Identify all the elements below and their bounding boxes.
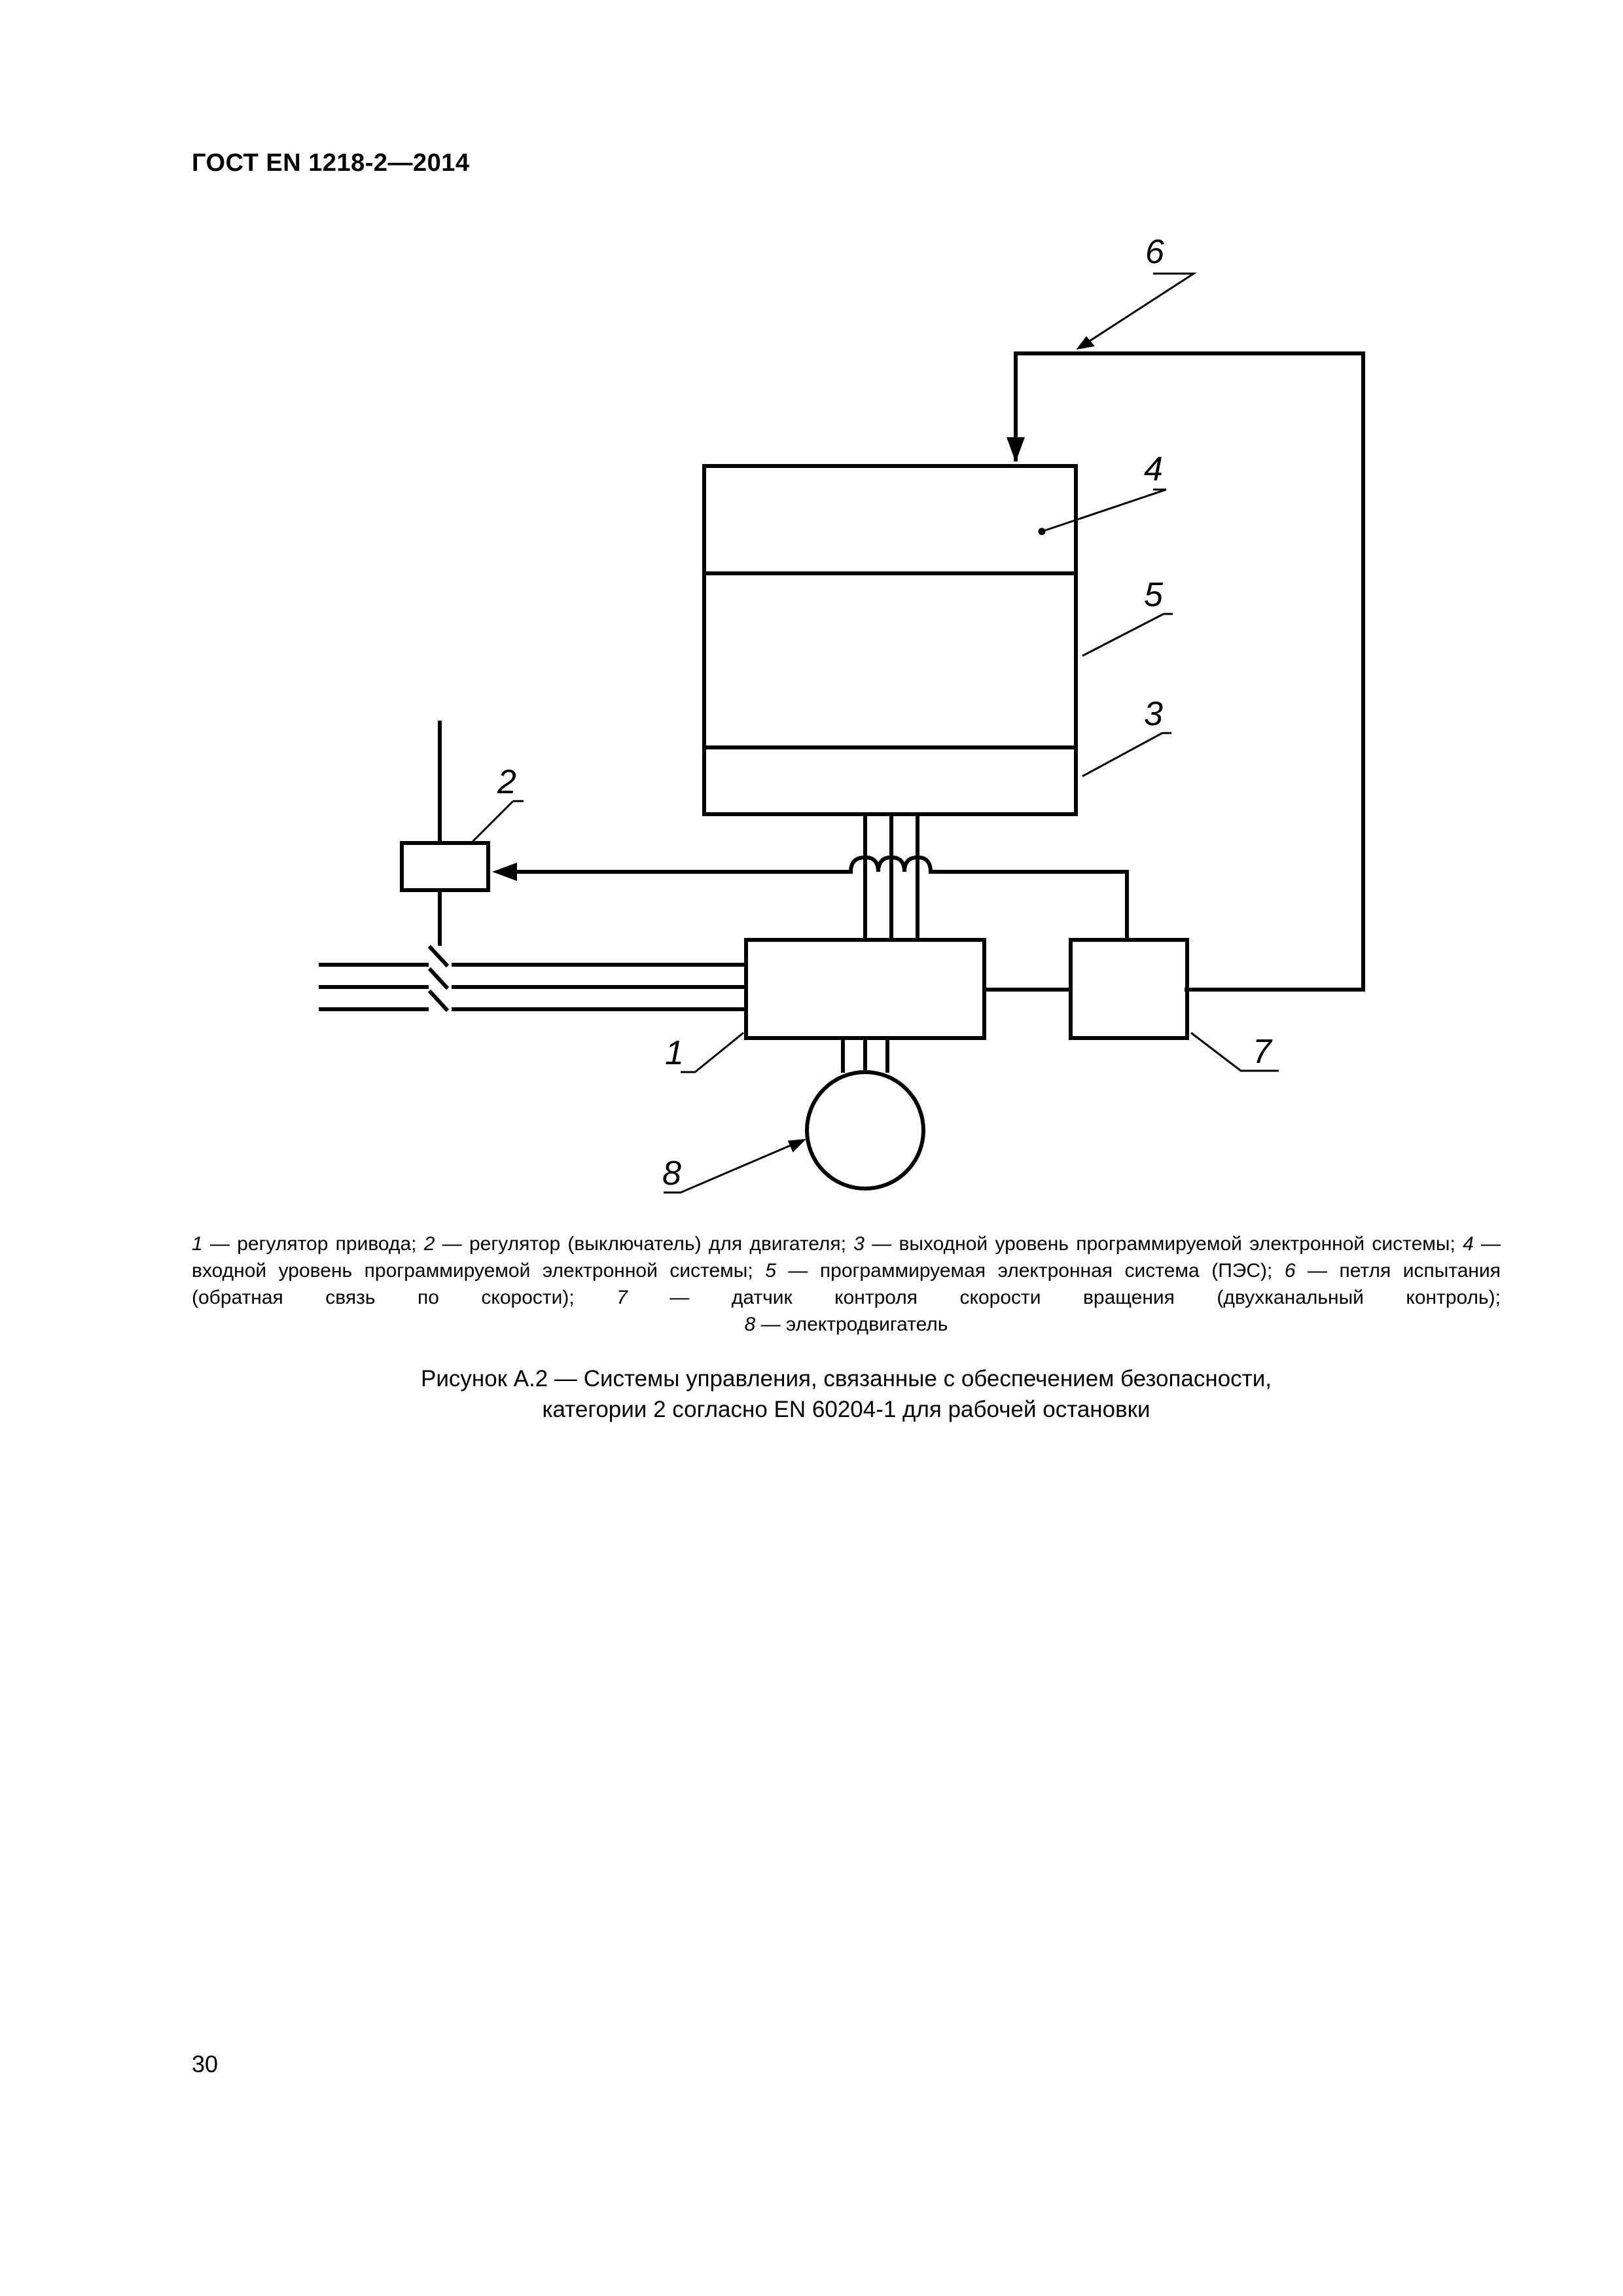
drive-controller-box	[746, 940, 984, 1038]
legend-text-2: — регулятор (выключатель) для двигателя;	[435, 1233, 854, 1255]
diagram-labels	[497, 233, 1273, 1193]
legend-text-3: — выходной уровень программируемой электронной системы;	[864, 1233, 1463, 1255]
figure-legend	[192, 1230, 1501, 1338]
legend-text-6: — петля испытания (обратная связь по скорости);	[192, 1260, 1501, 1308]
pes-block	[704, 466, 1076, 814]
legend-num-8: 8	[744, 1314, 756, 1335]
label-4: 4	[1144, 450, 1163, 488]
signal-line-right	[931, 872, 1127, 940]
signal-arrowhead	[492, 863, 517, 881]
legend-num-6: 6	[1284, 1260, 1296, 1282]
label-5: 5	[1144, 576, 1163, 614]
caption-line-2: категории 2 согласно EN 60204-1 для рабочей остановки	[542, 1397, 1150, 1422]
page-number: 30	[192, 2051, 219, 2077]
caption-line-1: Рисунок А.2 — Системы управления, связанные с обеспечением безопасности,	[421, 1366, 1272, 1391]
figure-caption	[192, 1363, 1501, 1425]
legend-num-5: 5	[765, 1260, 776, 1282]
motor-circle	[807, 1072, 923, 1189]
legend-text-8: — электродвигатель	[755, 1314, 948, 1335]
legend-text-7: — датчик контроля скорости вращения (двухканальный контроль);	[627, 1287, 1501, 1308]
test-loop-line	[1016, 353, 1363, 990]
legend-text-5: — программируемая электронная система (ПЭС);	[776, 1260, 1285, 1282]
legend-num-3: 3	[853, 1233, 865, 1255]
label-8: 8	[662, 1155, 681, 1193]
legend-text-4: — входной уровень программируемой электронной системы;	[192, 1233, 1501, 1282]
legend-text-1: — регулятор привода;	[202, 1233, 424, 1255]
label-1: 1	[665, 1034, 684, 1072]
label-3: 3	[1144, 695, 1163, 733]
document-header: ГОСТ EN 1218-2—2014	[192, 149, 470, 177]
label-2: 2	[497, 763, 516, 801]
label-6: 6	[1145, 233, 1164, 271]
test-loop-arrowhead	[1007, 437, 1025, 462]
motor-switch-box	[402, 843, 488, 890]
legend-num-2: 2	[423, 1233, 435, 1255]
speed-sensor-box	[1071, 940, 1187, 1038]
legend-num-4: 4	[1463, 1233, 1474, 1255]
legend-num-7: 7	[616, 1287, 628, 1308]
label-7: 7	[1253, 1033, 1272, 1071]
legend-num-1: 1	[192, 1233, 203, 1255]
